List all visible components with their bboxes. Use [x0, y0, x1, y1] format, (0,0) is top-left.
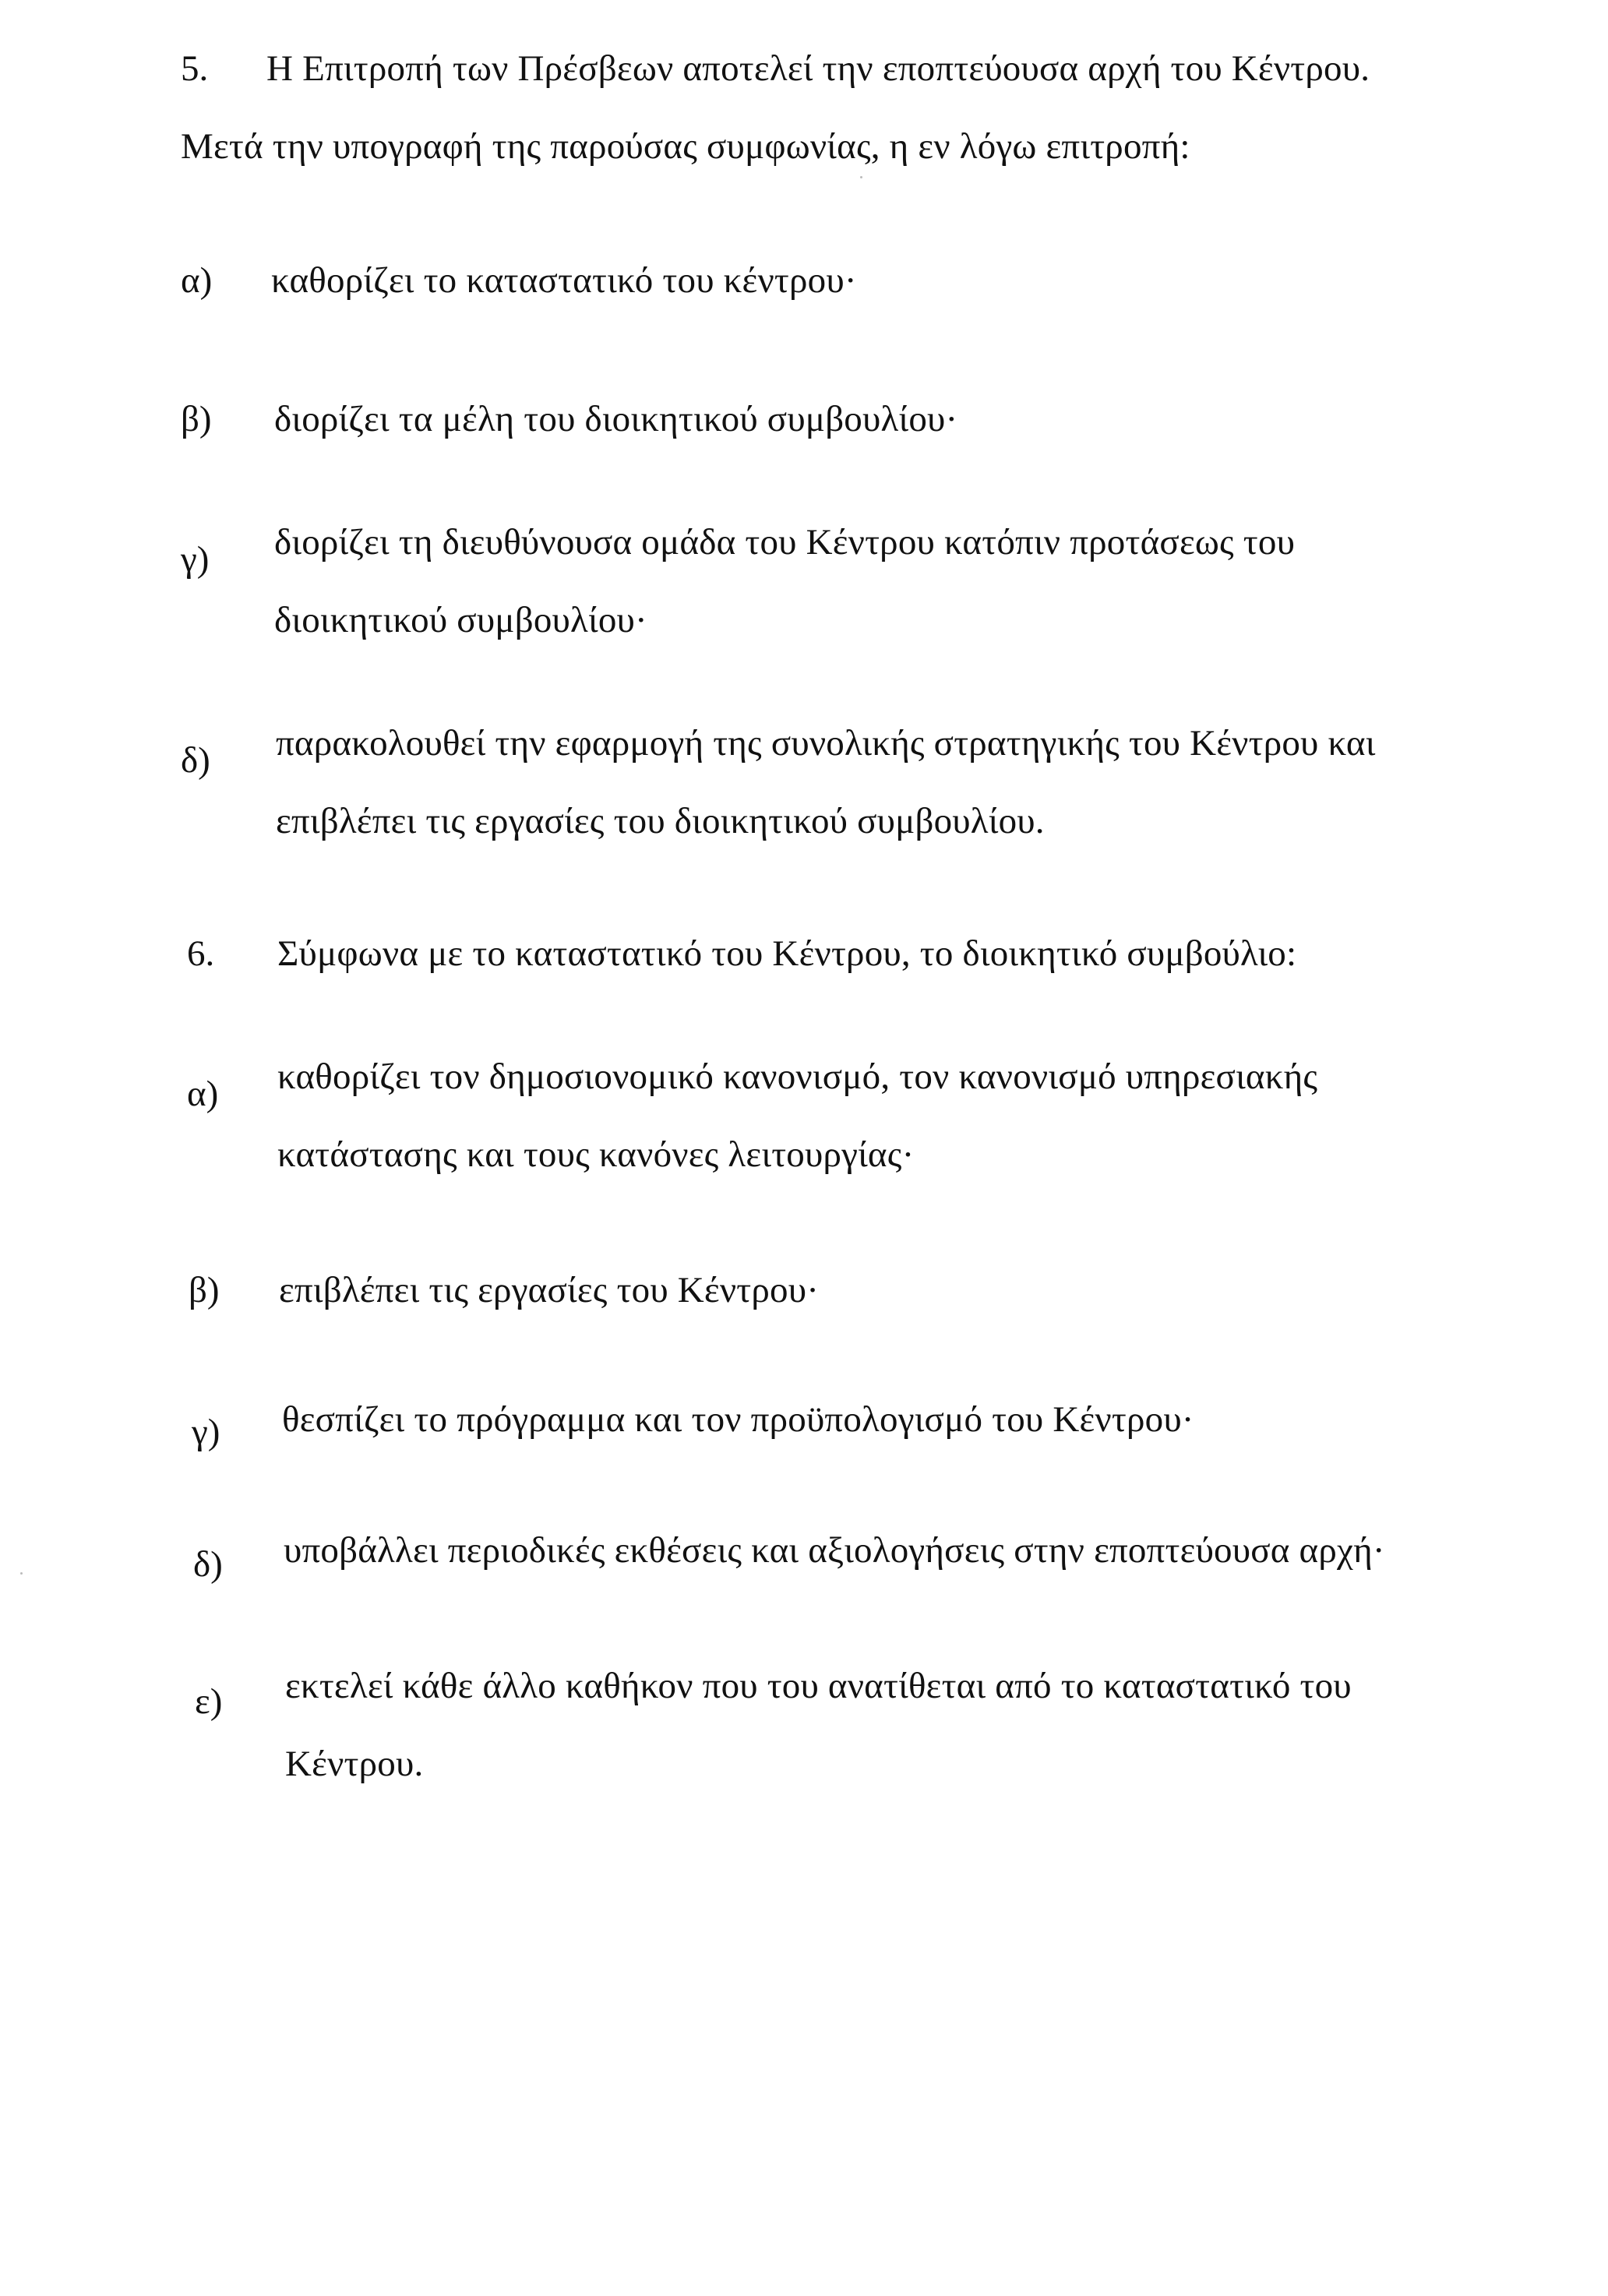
- scan-speck: [20, 1572, 23, 1575]
- item-text: επιβλέπει τις εργασίες του Κέντρου·: [279, 1270, 820, 1310]
- item-text: παρακολουθεί την εφαρμογή της συνολικής στρατηγικής του Κέντρου και: [276, 723, 1376, 764]
- item-text: διοικητικού συμβουλίου·: [274, 600, 647, 640]
- item-text: Κέντρου.: [285, 1744, 424, 1784]
- section-intro-line: Η Επιτροπή των Πρέσβεων αποτελεί την εποπτεύουσα αρχή του Κέντρου.: [266, 48, 1370, 89]
- item-label: δ): [181, 740, 210, 781]
- section-number: 5.: [181, 48, 209, 89]
- item-text: επιβλέπει τις εργασίες του διοικητικού συμβουλίου.: [276, 801, 1045, 841]
- item-label: γ): [181, 539, 210, 580]
- scan-speck: [860, 176, 862, 178]
- item-label: ε): [195, 1681, 223, 1722]
- item-text: διορίζει τη διευθύνουσα ομάδα του Κέντρου κατόπιν προτάσεως του: [274, 522, 1296, 563]
- item-label: γ): [192, 1412, 220, 1452]
- item-text: κατάστασης και τους κανόνες λειτουργίας·: [277, 1134, 915, 1175]
- item-text: υποβάλλει περιοδικές εκθέσεις και αξιολογήσεις στην εποπτεύουσα αρχή·: [284, 1530, 1385, 1571]
- item-label: β): [181, 399, 212, 439]
- item-label: α): [181, 260, 213, 301]
- section-number: 6.: [187, 933, 215, 974]
- section-intro-line: Σύμφωνα με το καταστατικό του Κέντρου, το διοικητικό συμβούλιο:: [277, 933, 1297, 974]
- section-intro-line: Μετά την υπογραφή της παρούσας συμφωνίας, η εν λόγω επιτροπή:: [181, 126, 1190, 167]
- item-label: β): [189, 1270, 220, 1310]
- item-label: α): [187, 1074, 219, 1114]
- item-text: καθορίζει το καταστατικό του κέντρου·: [271, 260, 857, 301]
- item-label: δ): [193, 1544, 223, 1585]
- item-text: καθορίζει τον δημοσιονομικό κανονισμό, τον κανονισμό υπηρεσιακής: [277, 1056, 1318, 1097]
- item-text: εκτελεί κάθε άλλο καθήκον που του ανατίθεται από το καταστατικό του: [285, 1666, 1352, 1706]
- item-text: θεσπίζει το πρόγραμμα και τον προϋπολογισμό του Κέντρου·: [282, 1399, 1194, 1440]
- item-text: διορίζει τα μέλη του διοικητικού συμβουλίου·: [274, 399, 958, 439]
